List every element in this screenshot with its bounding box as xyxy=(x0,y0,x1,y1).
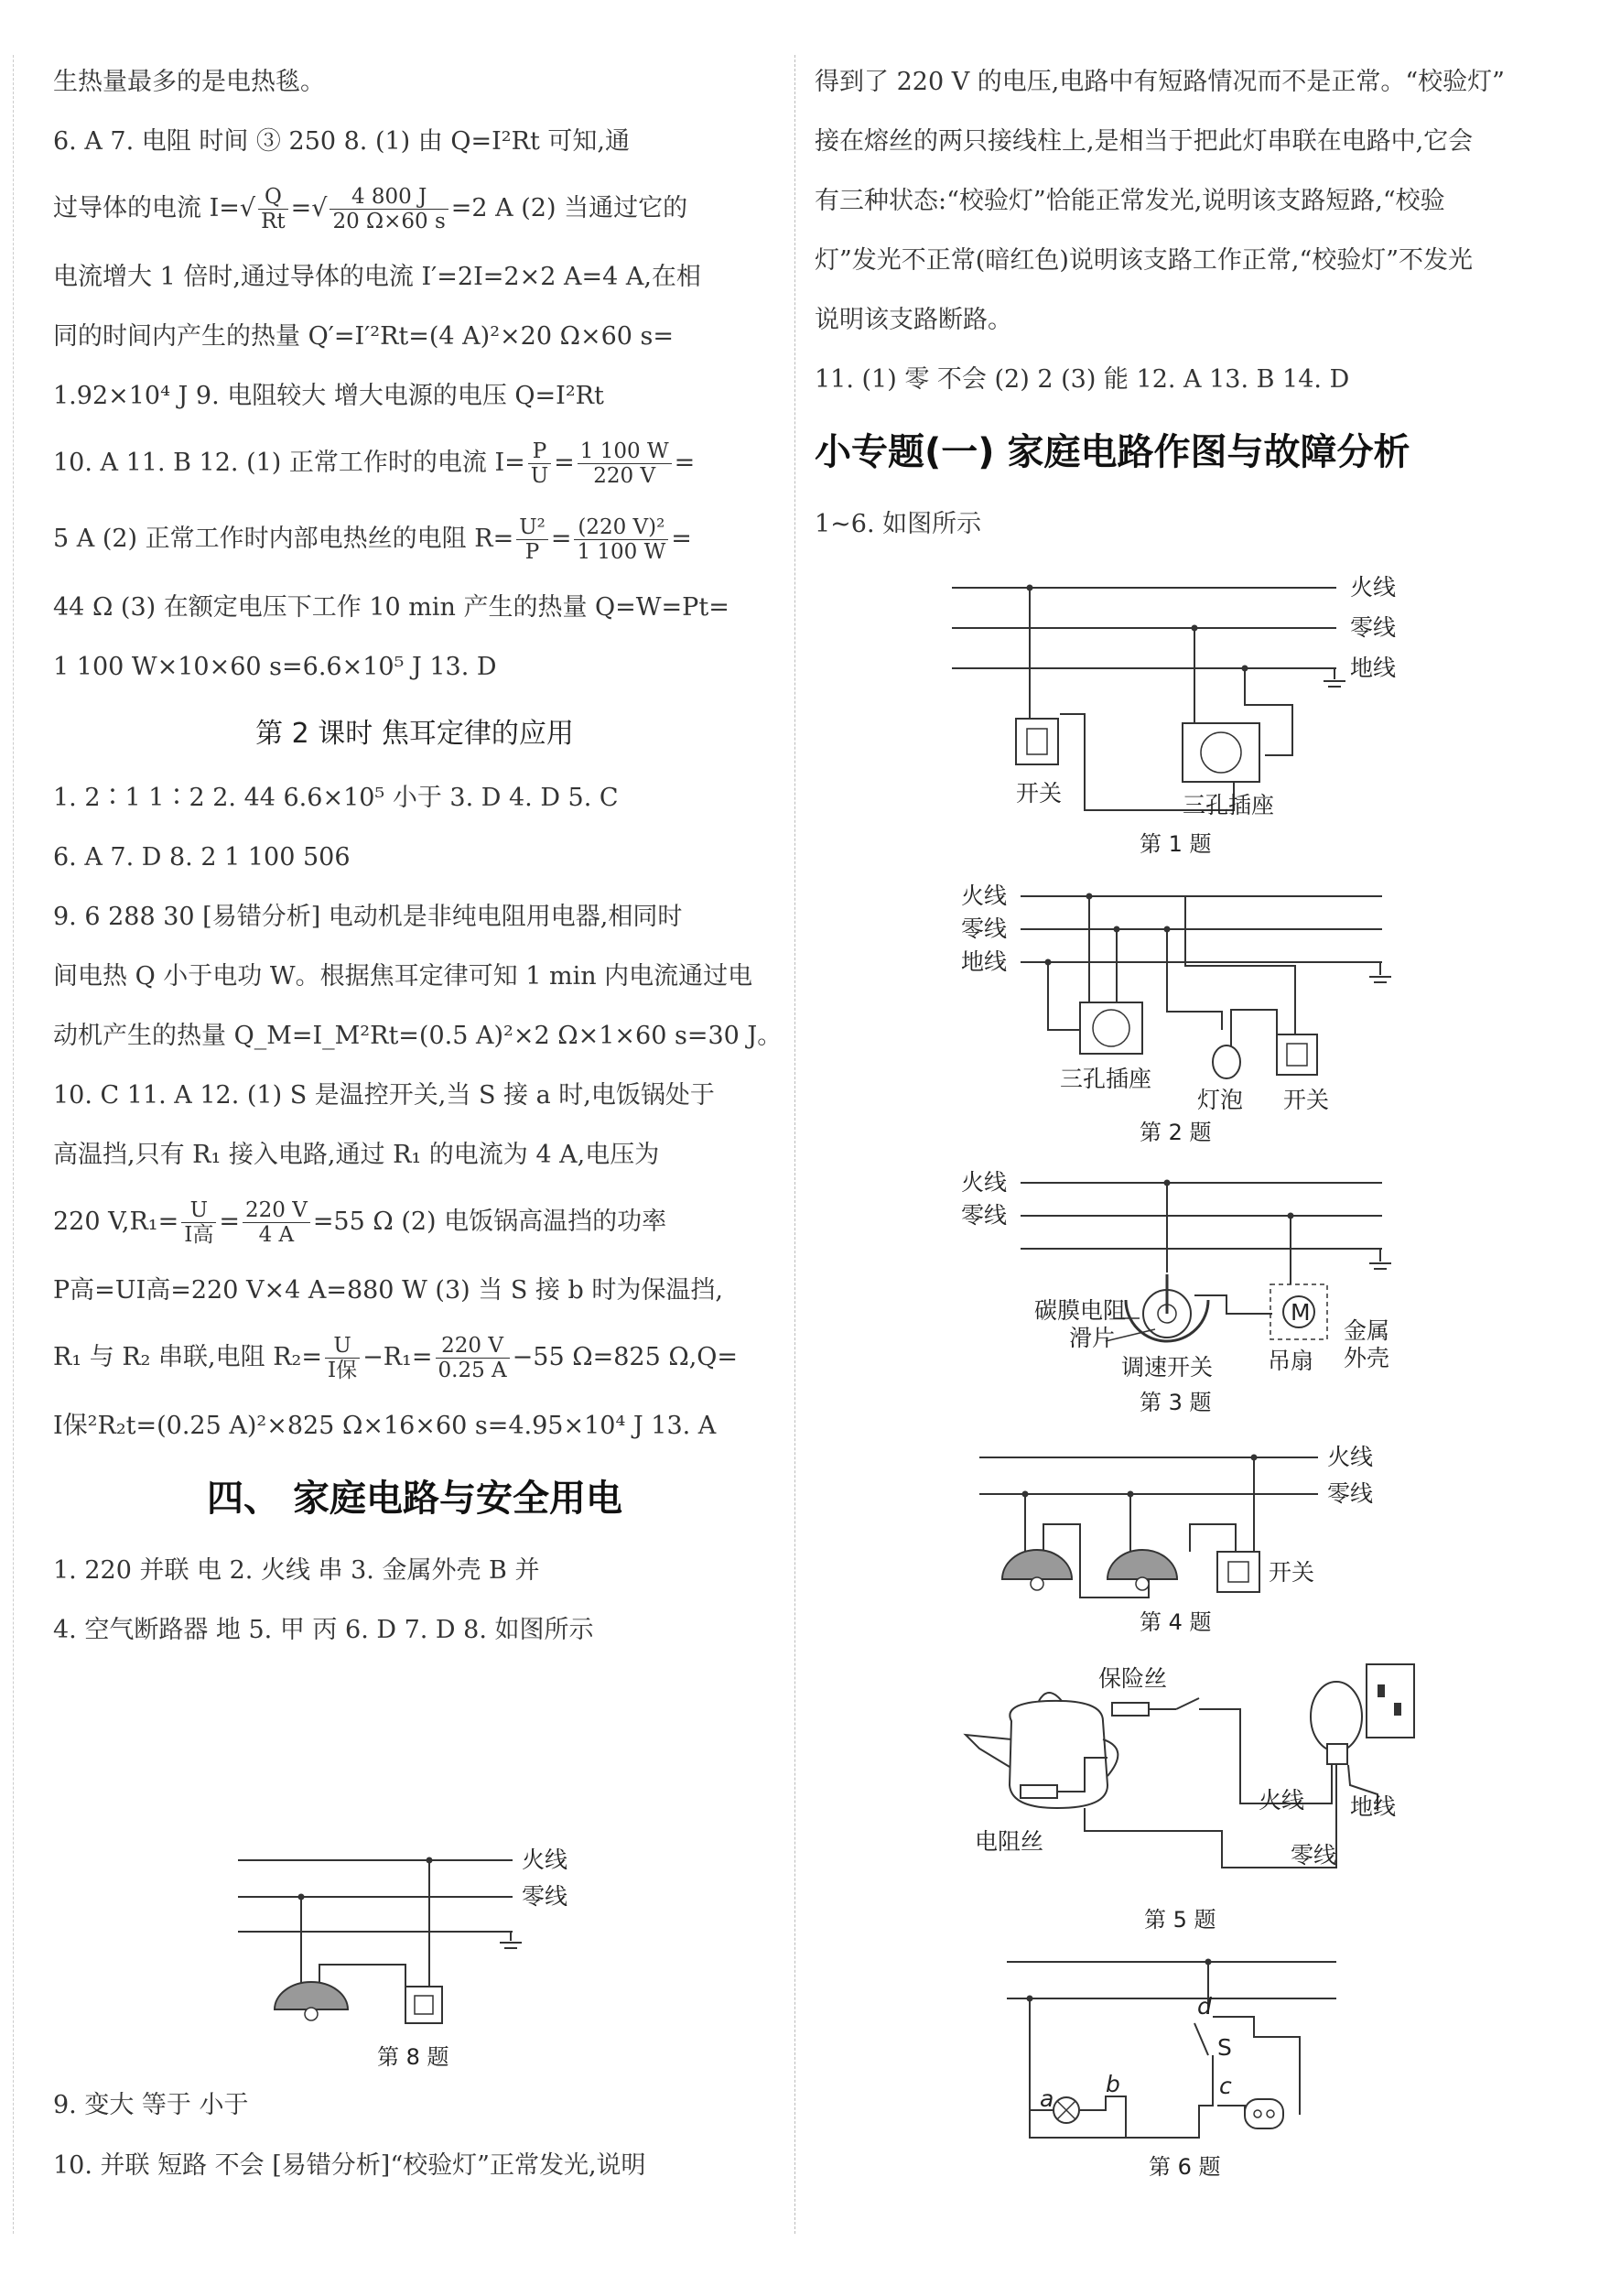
heating-wire-icon xyxy=(1021,1785,1057,1798)
fraction: $\frac{220 V}{0.25 A}$ xyxy=(436,1334,510,1382)
fraction: $\frac{U}{\text{I保}}$ xyxy=(325,1334,360,1382)
svg-text:火线: 火线 xyxy=(1350,574,1397,601)
lamp-icon xyxy=(275,1982,348,2009)
svg-text:火线: 火线 xyxy=(961,1169,1008,1196)
svg-text:开关: 开关 xyxy=(1269,1559,1315,1586)
svg-text:零线: 零线 xyxy=(961,915,1008,942)
fraction: $\frac{\text{(220 V)²}}{1 100 W}$ xyxy=(574,515,668,564)
svg-text:三孔插座: 三孔插座 xyxy=(1060,1066,1152,1092)
figure-caption: 第 4 题 xyxy=(1140,1609,1212,1635)
answer-line: 6. A 7. 电阻 时间 ③ 250 8. (1) 由 Q=I²Rt 可知,通 xyxy=(53,127,630,156)
figure-caption: 第 8 题 xyxy=(377,2044,449,2070)
socket-icon xyxy=(1245,2099,1283,2128)
answer-line: 高温挡,只有 R₁ 接入电路,通过 R₁ 的电流为 4 A,电压为 xyxy=(53,1141,660,1169)
figure-caption: 第 5 题 xyxy=(1144,1907,1216,1933)
answer-line: 6. A 7. D 8. 2 1 100 506 xyxy=(53,843,351,872)
answer-line: 灯”发光不正常(暗红色)说明该支路工作正常,“校验灯”不发光 xyxy=(815,246,1474,275)
plug-icon xyxy=(1311,1682,1362,1751)
figure-caption: 第 2 题 xyxy=(1140,1120,1212,1145)
svg-text:外壳: 外壳 xyxy=(1344,1345,1390,1371)
answer-line: 说明该支路断路。 xyxy=(815,306,1012,334)
svg-text:c: c xyxy=(1219,2073,1232,2099)
figure-3 xyxy=(952,1163,1410,1437)
svg-text:地线: 地线 xyxy=(1350,1793,1397,1820)
answer-line: 9. 变大 等于 小于 xyxy=(53,2091,249,2119)
answer-line: 1. 220 并联 电 2. 火线 串 3. 金属外壳 B 并 xyxy=(53,1556,540,1585)
bulb-icon xyxy=(1213,1045,1240,1078)
left-column xyxy=(53,66,783,1673)
svg-text:零线: 零线 xyxy=(1327,1480,1374,1507)
answer-line: 220 V,R₁= $\frac{U}{\text{I高}}$ = $\frac{220 V}{4 A}$ =55 Ω (2) 电饭锅高温挡的功率 xyxy=(53,1198,667,1247)
special-topic-heading: 小专题(一) 家庭电路作图与故障分析 xyxy=(815,431,1410,473)
answer-line: 间电热 Q 小于电功 W。根据焦耳定律可知 1 min 内电流通过电 xyxy=(53,962,753,991)
fraction: $\frac{4 800 J}{20 \Omega\times 60 s}$ xyxy=(330,185,448,233)
svg-text:零线: 零线 xyxy=(1291,1842,1337,1868)
neutral-wire-label: 零线 xyxy=(522,1883,568,1910)
figure-caption: 第 3 题 xyxy=(1140,1390,1212,1415)
live-wire-label: 火线 xyxy=(522,1847,568,1873)
svg-text:d: d xyxy=(1197,1993,1212,2020)
svg-text:火线: 火线 xyxy=(1327,1444,1374,1470)
svg-text:三孔插座: 三孔插座 xyxy=(1183,792,1275,818)
answer-line: R₁ 与 R₂ 串联,电阻 R₂= $\frac{U}{\text{I保}}$ −R₁= $\frac{220 V}{0.25 A}$ −55 Ω=825 Ω,Q= xyxy=(53,1334,739,1382)
svg-text:开关: 开关 xyxy=(1283,1087,1330,1113)
svg-text:保险丝: 保险丝 xyxy=(1098,1665,1168,1692)
svg-text:滑片: 滑片 xyxy=(1069,1325,1116,1351)
figure-5 xyxy=(947,1648,1423,1941)
svg-text:a: a xyxy=(1040,2085,1054,2112)
answer-line: 44 Ω (3) 在额定电压下工作 10 min 产生的热量 Q=W=Pt= xyxy=(53,593,729,622)
svg-text:零线: 零线 xyxy=(961,1202,1008,1229)
lamp-icon xyxy=(1108,1550,1177,1579)
answer-line: 过导体的电流 I=√ $\frac{Q}{Rt}$ =√ $\frac{4 800 J}{20 \Omega\times 60 s}$ =2 A (2) 当通过它的 xyxy=(53,185,688,233)
answer-line: 有三种状态:“校验灯”恰能正常发光,说明该支路短路,“校验 xyxy=(815,187,1445,215)
svg-text:地线: 地线 xyxy=(1350,655,1397,681)
svg-text:调速开关: 调速开关 xyxy=(1121,1354,1214,1381)
fuse-icon xyxy=(1112,1703,1149,1716)
fraction: $\frac{220 V}{4 A}$ xyxy=(243,1198,310,1247)
figure-caption: 第 6 题 xyxy=(1149,2154,1221,2180)
answer-line: 1. 2∶1 1∶2 2. 44 6.6×10⁵ 小于 3. D 4. D 5. C xyxy=(53,784,619,812)
answer-line: 1 100 W×10×60 s=6.6×10⁵ J 13. D xyxy=(53,653,497,681)
svg-text:b: b xyxy=(1106,2071,1120,2097)
svg-text:地线: 地线 xyxy=(961,948,1008,975)
answer-line: 生热量最多的是电热毯。 xyxy=(53,68,325,96)
fraction: $\frac{P}{U}$ xyxy=(528,439,551,488)
svg-text:灯泡: 灯泡 xyxy=(1197,1087,1244,1113)
right-column xyxy=(815,66,1556,568)
answer-line: 10. A 11. B 12. (1) 正常工作时的电流 I= $\frac{P}{U}$ = $\frac{1 100 W}{220 V}$ = xyxy=(53,439,696,488)
answer-line: 10. 并联 短路 不会 [易错分析]“校验灯”正常发光,说明 xyxy=(53,2151,646,2180)
lamp-icon xyxy=(1002,1550,1072,1579)
svg-text:金属: 金属 xyxy=(1344,1317,1390,1344)
binding-margin xyxy=(0,55,14,2234)
figure-8 xyxy=(220,1840,622,2078)
answer-line: 11. (1) 零 不会 (2) 2 (3) 能 12. A 13. B 14. D xyxy=(815,365,1350,394)
answer-line: 10. C 11. A 12. (1) S 是温控开关,当 S 接 a 时,电饭锅处于 xyxy=(53,1081,715,1110)
svg-text:碳膜电阻: 碳膜电阻 xyxy=(1034,1297,1127,1324)
answer-line: P高=UI高=220 V×4 A=880 W (3) 当 S 接 b 时为保温挡, xyxy=(53,1276,723,1305)
answer-line: 1.92×10⁴ J 9. 电阻较大 增大电源的电压 Q=I²Rt xyxy=(53,382,604,410)
figure-4 xyxy=(970,1437,1410,1639)
lesson-heading: 第 2 课时 焦耳定律的应用 xyxy=(255,718,574,750)
answer-line: 1~6. 如图所示 xyxy=(815,510,982,538)
figure-6 xyxy=(998,1945,1382,2183)
answer-line: 接在熔丝的两只接线柱上,是相当于把此灯串联在电路中,它会 xyxy=(815,127,1474,156)
svg-text:开关: 开关 xyxy=(1016,780,1063,807)
svg-text:电阻丝: 电阻丝 xyxy=(975,1828,1044,1855)
svg-text:零线: 零线 xyxy=(1350,614,1397,641)
answer-line: 电流增大 1 倍时,通过导体的电流 I′=2I=2×2 A=4 A,在相 xyxy=(53,263,701,291)
fraction: $\frac{U}{\text{I高}}$ xyxy=(181,1198,216,1247)
fraction: $\frac{1 100 W}{220 V}$ xyxy=(578,439,672,488)
answer-line: I保²R₂t=(0.25 A)²×825 Ω×16×60 s=4.95×10⁴ J 13. A xyxy=(53,1412,717,1440)
svg-text:S: S xyxy=(1217,2034,1232,2061)
answer-line: 同的时间内产生的热量 Q′=I′²Rt=(4 A)²×20 Ω×60 s= xyxy=(53,322,675,351)
fraction: $\frac{Q}{Rt}$ xyxy=(258,185,288,233)
svg-text:火线: 火线 xyxy=(961,883,1008,909)
answer-line: 动机产生的热量 Q_M=I_M²Rt=(0.5 A)²×2 Ω×1×60 s=30 J。 xyxy=(53,1022,783,1050)
wall-socket-icon xyxy=(1367,1664,1414,1738)
svg-text:火线: 火线 xyxy=(1259,1787,1305,1814)
column-divider xyxy=(794,55,796,2234)
figure-caption: 第 1 题 xyxy=(1140,831,1212,857)
answer-line: 得到了 220 V 的电压,电路中有短路情况而不是正常。“校验灯” xyxy=(815,68,1505,96)
svg-text:吊扇: 吊扇 xyxy=(1268,1348,1314,1374)
section-heading: 四、 家庭电路与安全用电 xyxy=(207,1478,622,1520)
figure-1 xyxy=(943,568,1419,861)
answer-line: 4. 空气断路器 地 5. 甲 丙 6. D 7. D 8. 如图所示 xyxy=(53,1616,594,1644)
svg-text:M: M xyxy=(1291,1299,1311,1326)
figure-2 xyxy=(952,874,1410,1149)
answer-line: 5 A (2) 正常工作时内部电热丝的电阻 R= $\frac{\text{U²}}{P}$ = $\frac{\text{(220 V)²}}{1 100 W}$ = xyxy=(53,515,692,564)
fraction: $\frac{\text{U²}}{P}$ xyxy=(516,515,548,564)
answer-line: 9. 6 288 30 [易错分析] 电动机是非纯电阻用电器,相同时 xyxy=(53,903,683,931)
